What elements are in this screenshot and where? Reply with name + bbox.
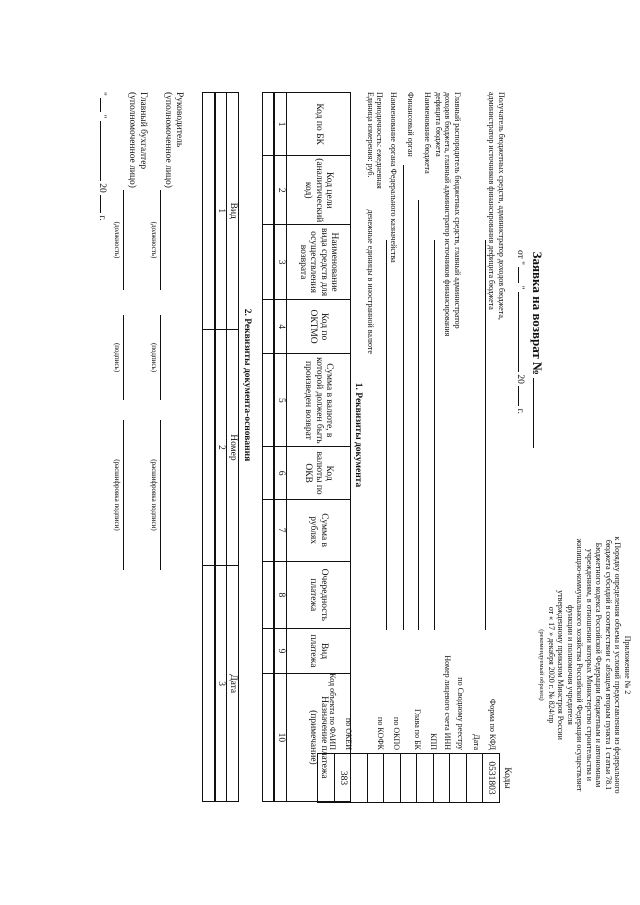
col-header: Назначение платежа (примечание) xyxy=(287,673,351,801)
sig-year-line[interactable] xyxy=(100,195,101,213)
code-label: по Сводному реестру xyxy=(456,677,465,750)
fin-organ-line[interactable] xyxy=(403,165,404,630)
signature-label: Главный бухгалтер xyxy=(138,92,148,170)
appendix-line: Бюджетного кодекса Российской Федерации бюджетным и автономным xyxy=(594,542,604,788)
code-label: Дата xyxy=(472,734,481,750)
head-signature-label xyxy=(162,92,184,202)
date-month-line[interactable] xyxy=(518,292,519,372)
inn-value xyxy=(434,754,451,803)
glava-value xyxy=(401,754,418,803)
appendix-number: Приложение № 2 xyxy=(623,635,632,695)
code-label: по КОФК xyxy=(376,717,385,750)
table-cell[interactable] xyxy=(203,93,215,330)
document-title xyxy=(529,170,545,530)
date-quote: " xyxy=(515,285,525,290)
col-number: 3 xyxy=(275,225,287,300)
date-prefix: от " xyxy=(515,250,525,266)
table-cell[interactable] xyxy=(263,354,275,447)
head-position-line[interactable] xyxy=(160,190,161,290)
code-label: КПП xyxy=(429,733,438,750)
budget-name-line[interactable] xyxy=(418,200,419,630)
section1-title: 1. Реквизиты документа xyxy=(353,382,363,488)
col-header: Сумма в рублях xyxy=(287,499,351,561)
treasury-label: Наименование органа Федерального казначейства xyxy=(389,92,398,263)
col-header: Дата xyxy=(227,566,239,802)
col-header: Вид xyxy=(227,93,239,330)
code-label: Номер лицевого счета ИНН xyxy=(443,655,452,750)
unit-text: Единица измерения: руб. xyxy=(366,92,375,178)
col-header: Код по ОКТМО xyxy=(287,299,351,353)
section2-table xyxy=(203,92,240,802)
table-cell[interactable] xyxy=(263,673,275,801)
kpp-value xyxy=(417,754,434,803)
date-quote: " xyxy=(97,92,107,96)
col-number: 3 xyxy=(215,566,227,802)
table-cell[interactable] xyxy=(263,93,275,156)
blank-value xyxy=(351,754,368,803)
recipient-line[interactable] xyxy=(485,240,486,630)
col-header: Код по БК xyxy=(287,93,351,156)
col-header: Вид платежа xyxy=(287,629,351,674)
unit-value: денежные единицы в иностранной валюте xyxy=(366,209,375,354)
sig-day-line[interactable] xyxy=(100,98,101,112)
table-row xyxy=(203,93,215,802)
field-label: доходов бюджета, главный администратор источников финансирования xyxy=(443,92,453,337)
registry-value xyxy=(450,754,467,803)
section2-title: 2. Реквизиты документа-основания xyxy=(242,308,252,462)
unit-label xyxy=(366,92,376,362)
codes-header: Коды xyxy=(502,767,512,789)
okpo-value xyxy=(384,754,401,803)
date-value xyxy=(467,754,484,803)
date-year-suffix: г. xyxy=(515,408,525,414)
okud-value: 0531803 xyxy=(483,754,500,803)
table-cell[interactable] xyxy=(263,447,275,499)
date-quote: " xyxy=(97,114,107,119)
appendix-line: учреждениям, в отношении которых Министерство строительства и xyxy=(585,548,594,782)
date-year-line[interactable] xyxy=(518,386,519,406)
code-label: по ОКПО xyxy=(392,717,401,750)
code-label xyxy=(356,560,372,750)
table-row xyxy=(263,93,275,802)
sig-month-line[interactable] xyxy=(100,121,101,181)
col-number: 4 xyxy=(275,299,287,353)
table-cell[interactable] xyxy=(263,629,275,674)
col-number: 8 xyxy=(275,561,287,629)
col-header: Код валюты по ОКВ xyxy=(287,447,351,499)
date-day-line[interactable] xyxy=(518,267,519,283)
col-number: 2 xyxy=(275,156,287,225)
treasury-line[interactable] xyxy=(386,240,387,630)
col-header: Сумма в валюте, в которой должен быть произведен возврат xyxy=(287,354,351,447)
signature-label: Руководитель xyxy=(174,92,184,148)
col-number: 6 xyxy=(275,447,287,499)
appendix-header xyxy=(537,445,632,885)
col-number: 1 xyxy=(275,93,287,156)
caption-name: (расшифровка подписи) xyxy=(150,459,158,531)
appendix-line: утвержденному приказом Минстроя России xyxy=(556,590,566,740)
col-number: 7 xyxy=(275,499,287,561)
head-name-line[interactable] xyxy=(160,420,161,570)
date-year-suffix: г. xyxy=(97,215,107,221)
acc-signature-line[interactable] xyxy=(123,315,124,400)
appendix-caption: (рекомендуемый образец) xyxy=(538,629,546,701)
caption-signature: (подпись) xyxy=(150,342,158,373)
periodicity-label: Периодичность: ежедневная xyxy=(375,92,384,189)
table-cell[interactable] xyxy=(203,566,215,802)
field-label: Главный распорядитель бюджетных средств, главный администратор xyxy=(453,92,462,329)
appendix-line: от « 17 » декабря 2020 г. № 824/пр xyxy=(547,606,556,724)
caption-position: (должность) xyxy=(150,221,158,259)
date-year-prefix: 20 xyxy=(515,374,525,384)
table-cell[interactable] xyxy=(203,329,215,566)
field-label: Получатель бюджетных средств, администратор доходов бюджета, xyxy=(497,92,506,320)
col-header: Код цели (аналитический код) xyxy=(287,156,351,225)
code-label: Форма по КФД xyxy=(488,698,497,750)
table-cell[interactable] xyxy=(263,225,275,300)
section1-table xyxy=(262,92,351,802)
appendix-line: функции и полномочия учредителя xyxy=(566,605,575,725)
date-year-prefix: 20 xyxy=(97,183,107,193)
caption-name: (расшифровка подписи) xyxy=(113,459,121,531)
budget-name-label: Наименование бюджета xyxy=(423,92,432,174)
field-label: дефицита бюджета xyxy=(434,92,443,157)
admin-line[interactable] xyxy=(434,240,435,630)
col-number: 5 xyxy=(275,354,287,447)
admin-label xyxy=(434,92,463,362)
code-label: Глава по БК xyxy=(413,709,422,750)
title-text: Заявка на возврат № xyxy=(530,251,545,376)
table-cell[interactable] xyxy=(263,561,275,629)
kofk-value xyxy=(368,754,385,803)
signature-label: (уполномоченное лицо) xyxy=(127,92,137,188)
table-cell[interactable] xyxy=(263,499,275,561)
okei-value: 383 xyxy=(335,754,352,803)
col-number: 9 xyxy=(275,629,287,674)
field-label: администратор источников финансирования дефицита бюджета xyxy=(487,92,497,310)
appendix-line: к Порядку определения объема и условий предоставления из федерального xyxy=(613,536,623,794)
col-number: 2 xyxy=(215,329,227,566)
col-header: Номер xyxy=(227,329,239,566)
caption-position: (должность) xyxy=(113,221,121,259)
fin-organ-label: Финансовый орган xyxy=(406,92,415,157)
signature-date xyxy=(96,92,107,292)
signature-label: (уполномоченное лицо) xyxy=(163,92,173,188)
accountant-signature-label xyxy=(126,92,148,202)
caption-signature: (подпись) xyxy=(113,342,121,373)
col-number: 1 xyxy=(215,93,227,330)
code-label: по ОКЕИ xyxy=(344,717,353,750)
col-number: 10 xyxy=(275,673,287,801)
col-header: Очередность платежа xyxy=(287,561,351,629)
table-cell[interactable] xyxy=(263,299,275,353)
col-header: Наименование вида средств для осуществления возврата xyxy=(287,225,351,300)
acc-position-line[interactable] xyxy=(123,190,124,290)
head-signature-line[interactable] xyxy=(160,315,161,400)
acc-name-line[interactable] xyxy=(123,420,124,570)
appendix-line: бюджета субсидий в соответствии с абзацем вторым пункта 1 статьи 78.1 xyxy=(604,539,613,791)
table-cell[interactable] xyxy=(263,156,275,225)
title-number-line[interactable] xyxy=(533,378,534,448)
code-label: Код объекта по ФАИП xyxy=(328,673,337,750)
title-date xyxy=(514,250,525,480)
appendix-line: жилищно-коммунального хозяйства Российской Федерации осуществляет xyxy=(575,538,585,792)
recipient-label xyxy=(487,92,506,362)
